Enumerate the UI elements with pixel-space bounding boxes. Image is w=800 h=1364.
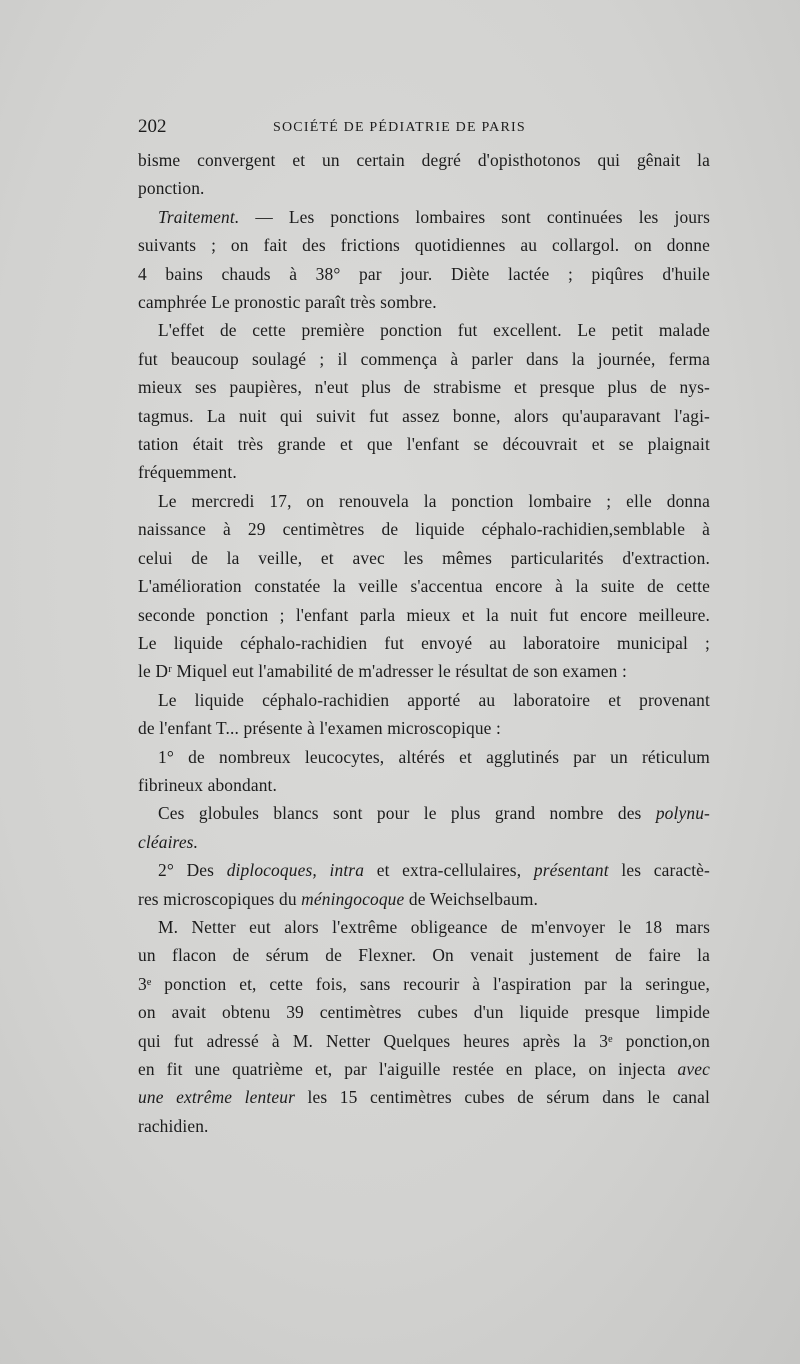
text-segment: fibrineux abondant. xyxy=(138,774,278,795)
text-line xyxy=(138,146,710,174)
text-line xyxy=(138,345,710,373)
italic-text-segment: cléaires. xyxy=(138,831,199,852)
italic-text-segment: Traitement. xyxy=(158,206,240,227)
text-line xyxy=(138,941,710,969)
text-line xyxy=(138,430,710,458)
text-line xyxy=(138,373,710,401)
text-line xyxy=(138,1055,710,1083)
text-line xyxy=(138,572,710,600)
text-segment: bisme convergent et un certain degré d'opisthotonos qui gênait la xyxy=(138,150,710,170)
text-segment: 3ᵉ ponction et, cette fois, sans recourir à l'aspiration par la seringue, xyxy=(138,973,710,994)
text-line xyxy=(138,1083,710,1111)
text-segment: et extra-cellulaires, xyxy=(364,860,534,881)
text-line xyxy=(138,743,710,771)
text-segment: un flacon de sérum de Flexner. On venait justement de faire la xyxy=(138,945,710,966)
text-line xyxy=(138,629,710,657)
text-segment: Le liquide céphalo-rachidien fut envoyé au laboratoire municipal ; xyxy=(138,632,710,653)
text-line xyxy=(138,657,710,685)
text-segment: 2° Des xyxy=(158,860,227,881)
body-text xyxy=(138,146,710,1140)
text-segment: M. Netter eut alors l'extrême obligeance de m'envoyer le 18 mars xyxy=(158,916,710,937)
text-line xyxy=(138,856,710,884)
text-line xyxy=(138,686,710,714)
text-segment: qui fut adressé à M. Netter Quelques heures après la 3ᵉ ponction,on xyxy=(138,1030,710,1051)
text-segment: celui de la veille, et avec les mêmes particularités d'extraction. xyxy=(138,547,710,568)
text-line xyxy=(138,913,710,941)
text-segment: les caractè- xyxy=(608,860,710,881)
italic-text-segment: présentant xyxy=(533,860,609,881)
text-segment: Ces globules blancs sont pour le plus grand nombre des xyxy=(158,803,656,824)
text-segment: seconde ponction ; l'enfant parla mieux et la nuit fut encore meilleure. xyxy=(138,604,710,625)
text-line xyxy=(138,885,710,913)
italic-text-segment: polynu- xyxy=(655,803,710,824)
text-line xyxy=(138,316,710,344)
italic-text-segment: diplocoques, intra xyxy=(226,860,365,881)
text-line xyxy=(138,174,710,202)
text-segment: ponction. xyxy=(138,178,205,199)
text-line xyxy=(138,714,710,742)
text-segment: de Weichselbaum. xyxy=(404,888,539,909)
text-line xyxy=(138,458,710,486)
text-segment: 4 bains chauds à 38° par jour. Diète lactée ; piqûres d'huile xyxy=(138,263,710,284)
text-segment: L'effet de cette première ponction fut excellent. Le petit malade xyxy=(158,320,710,341)
text-line xyxy=(138,1027,710,1055)
text-segment: de l'enfant T... présente à l'examen microscopique : xyxy=(138,718,502,739)
text-line xyxy=(138,544,710,572)
page-number: 202 xyxy=(138,116,167,137)
text-segment: 1° de nombreux leucocytes, altérés et agglutinés par un réticulum xyxy=(158,746,710,767)
text-segment: les 15 centimètres cubes de sérum dans le canal xyxy=(295,1087,711,1108)
text-line xyxy=(138,970,710,998)
text-segment: tation était très grande et que l'enfant se découvrait et se plaignait xyxy=(138,434,710,455)
text-segment: mieux ses paupières, n'eut plus de strabisme et presque plus de nys- xyxy=(138,377,710,398)
italic-text-segment: méningocoque xyxy=(301,888,405,909)
text-line xyxy=(138,601,710,629)
text-line xyxy=(138,402,710,430)
text-line xyxy=(138,288,710,316)
text-segment: naissance à 29 centimètres de liquide céphalo-rachidien,semblable à xyxy=(138,519,710,540)
running-head: SOCIÉTÉ DE PÉDIATRIE DE PARIS xyxy=(273,120,526,135)
text-line xyxy=(138,799,710,827)
text-line xyxy=(138,998,710,1026)
text-line xyxy=(138,1112,710,1140)
text-line xyxy=(138,515,710,543)
text-segment: L'amélioration constatée la veille s'accentua encore à la suite de cette xyxy=(138,576,710,597)
text-line xyxy=(138,487,710,515)
italic-text-segment: une extrême lenteur xyxy=(138,1087,295,1108)
text-line xyxy=(138,260,710,288)
text-segment: tagmus. La nuit qui suivit fut assez bonne, alors qu'auparavant l'agi- xyxy=(138,405,710,426)
text-segment: rachidien. xyxy=(138,1115,209,1136)
italic-text-segment: avec xyxy=(677,1059,710,1079)
text-line xyxy=(138,203,710,231)
text-line xyxy=(138,771,710,799)
text-segment: Le liquide céphalo-rachidien apporté au laboratoire et provenant xyxy=(158,689,710,710)
text-line xyxy=(138,828,710,856)
text-segment: le Dʳ Miquel eut l'amabilité de m'adresser le résultat de son examen : xyxy=(138,661,627,682)
text-segment: suivants ; on fait des frictions quotidiennes au collargol. on donne xyxy=(138,235,710,256)
page-header xyxy=(138,116,738,142)
text-segment: on avait obtenu 39 centimètres cubes d'un liquide presque limpide xyxy=(138,1002,710,1023)
text-segment: res microscopiques du xyxy=(138,888,302,909)
text-segment: Le mercredi 17, on renouvela la ponction lombaire ; elle donna xyxy=(158,490,710,511)
text-segment: camphrée Le pronostic paraît très sombre. xyxy=(138,292,437,313)
text-line xyxy=(138,231,710,259)
text-segment: fut beaucoup soulagé ; il commença à parler dans la journée, ferma xyxy=(138,348,710,369)
text-segment: en fit une quatrième et, par l'aiguille restée en place, on injecta xyxy=(138,1059,678,1079)
text-segment: fréquemment. xyxy=(138,462,237,483)
text-segment: — Les ponctions lombaires sont continuées les jours xyxy=(239,206,710,227)
